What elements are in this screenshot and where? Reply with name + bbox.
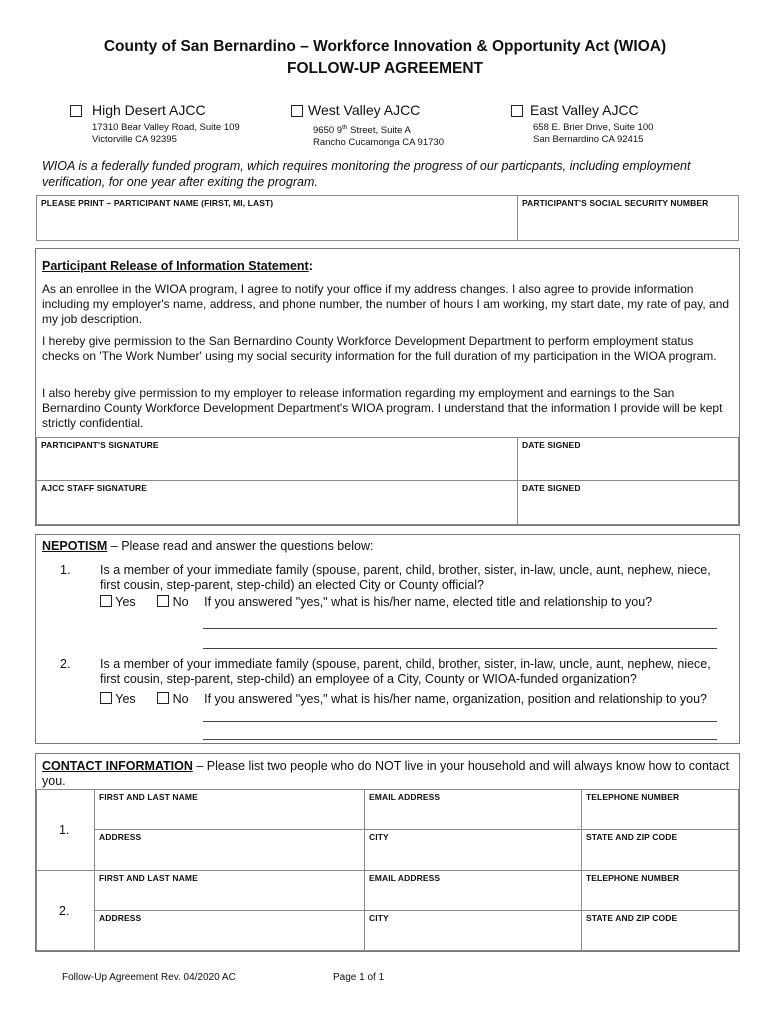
q2-yes-checkbox[interactable]	[100, 692, 112, 704]
office-east-valley	[511, 102, 654, 145]
q1-no-checkbox[interactable]	[157, 595, 169, 607]
west-valley-checkbox[interactable]	[291, 105, 303, 117]
office-address-line2: San Bernardino CA 92415	[533, 134, 644, 145]
question-2-text: Is a member of your immediate family (spouse, parent, child, brother, sister, in-law, uncle, aunt, nephew, niece, first cousin, step-parent, step-child) an employee of a City, County or WIOA-funded organization?	[100, 657, 711, 686]
question-2-answers	[100, 692, 707, 706]
office-address-line2: Victorville CA 92395	[92, 134, 177, 145]
document-subtitle: FOLLOW-UP AGREEMENT	[286, 60, 483, 77]
nepotism-heading: NEPOTISM – Please read and answer the questions below:	[42, 539, 374, 553]
email-label: EMAIL ADDRESS	[369, 873, 441, 883]
contact-2-number-cell	[36, 870, 95, 951]
contact-2-number: 2.	[59, 904, 70, 918]
no-label: No	[172, 595, 189, 609]
question-1-number: 1.	[60, 563, 71, 577]
address-label: ADDRESS	[99, 832, 142, 842]
document-title: County of San Bernardino – Workforce Innovation & Opportunity Act (WIOA)	[103, 38, 667, 55]
footer-revision: Follow-Up Agreement Rev. 04/2020 AC	[62, 972, 236, 983]
office-address	[313, 122, 444, 149]
staff-signature-field[interactable]	[36, 480, 518, 525]
office-name: West Valley AJCC	[308, 102, 421, 118]
date-signed-label: DATE SIGNED	[522, 440, 581, 450]
participant-name-field[interactable]	[36, 195, 518, 241]
ssn-label: PARTICIPANT'S SOCIAL SECURITY NUMBER	[522, 198, 709, 208]
release-paragraph-3: I also hereby give permission to my employer to release information regarding my employment and earnings to the San Bernardino County Workforce Development Department's WIOA program. I understand that the information I provide will be kept strictly confidential.	[42, 386, 723, 430]
contact-2-email-field[interactable]	[364, 870, 582, 911]
state-zip-label: STATE AND ZIP CODE	[586, 832, 678, 842]
first-last-name-label: FIRST AND LAST NAME	[99, 792, 198, 802]
office-address	[533, 122, 653, 146]
office-address-line1: 17310 Bear Valley Road, Suite 109	[92, 122, 240, 133]
office-name: East Valley AJCC	[530, 102, 639, 118]
release-heading: Participant Release of Information Statement:	[42, 259, 313, 273]
q1-yes-checkbox[interactable]	[100, 595, 112, 607]
contact-1-address-field[interactable]	[94, 829, 365, 871]
contact-heading: CONTACT INFORMATION – Please list two people who do NOT live in your household and will always know how to contact you.	[42, 759, 730, 788]
telephone-label: TELEPHONE NUMBER	[586, 792, 680, 802]
office-high-desert	[70, 102, 240, 145]
question-1-answers	[100, 595, 652, 609]
question-1-text: Is a member of your immediate family (spouse, parent, child, brother, sister, in-law, uncle, aunt, nephew, niece, first cousin, step-parent, step-child) an elected City or County official?	[100, 563, 711, 592]
office-address-line2: Rancho Cucamonga CA 91730	[313, 137, 444, 149]
release-paragraph-2: I hereby give permission to the San Bernardino County Workforce Development Department to perform employment status checks on 'The Work Number' using my social security information for the full duration of my participation in the WIOA program.	[42, 334, 717, 363]
office-west-valley	[291, 102, 444, 149]
date-signed-label: DATE SIGNED	[522, 483, 581, 493]
staff-signature-label: AJCC STAFF SIGNATURE	[41, 483, 148, 493]
state-zip-label: STATE AND ZIP CODE	[586, 913, 678, 923]
q2-answer-line-2[interactable]	[203, 739, 717, 740]
contact-2-state-zip-field[interactable]	[581, 910, 739, 951]
no-label: No	[172, 692, 189, 706]
contact-1-number-cell	[36, 789, 95, 871]
contact-2-city-field[interactable]	[364, 910, 582, 951]
high-desert-checkbox[interactable]	[70, 105, 82, 117]
office-address	[92, 122, 240, 146]
participant-signature-field[interactable]	[36, 437, 518, 481]
address-label: ADDRESS	[99, 913, 142, 923]
email-label: EMAIL ADDRESS	[369, 792, 441, 802]
contact-1-number: 1.	[59, 823, 70, 837]
ssn-field[interactable]	[517, 195, 739, 241]
staff-date-signed-field[interactable]	[517, 480, 739, 525]
contact-2-phone-field[interactable]	[581, 870, 739, 911]
q2-no-checkbox[interactable]	[157, 692, 169, 704]
q1-answer-line-1[interactable]	[203, 628, 717, 629]
first-last-name-label: FIRST AND LAST NAME	[99, 873, 198, 883]
office-address-line1: 658 E. Brier Drive, Suite 100	[533, 122, 654, 133]
contact-2-name-field[interactable]	[94, 870, 365, 911]
question-2-number: 2.	[60, 657, 71, 671]
participant-signature-label: PARTICIPANT'S SIGNATURE	[41, 440, 159, 450]
participant-date-signed-field[interactable]	[517, 437, 739, 481]
yes-label: Yes	[115, 595, 136, 609]
intro-text: WIOA is a federally funded program, which requires monitoring the progress of our particpants, including employment verification, for one year after exiting the program.	[42, 159, 691, 189]
question-1-followup: If you answered "yes," what is his/her name, elected title and relationship to you?	[204, 595, 653, 609]
east-valley-checkbox[interactable]	[511, 105, 523, 117]
contact-1-email-field[interactable]	[364, 789, 582, 830]
contact-1-name-field[interactable]	[94, 789, 365, 830]
contact-2-address-field[interactable]	[94, 910, 365, 951]
office-address-line1: 9650 9th Street, Suite A	[313, 124, 411, 137]
office-name: High Desert AJCC	[92, 102, 206, 118]
telephone-label: TELEPHONE NUMBER	[586, 873, 680, 883]
question-2-followup: If you answered "yes," what is his/her name, organization, position and relationship to you?	[204, 692, 708, 706]
footer-page-number: Page 1 of 1	[333, 972, 385, 983]
contact-1-city-field[interactable]	[364, 829, 582, 871]
q2-answer-line-1[interactable]	[203, 721, 717, 722]
yes-label: Yes	[115, 692, 136, 706]
q1-answer-line-2[interactable]	[203, 648, 717, 649]
city-label: CITY	[369, 832, 389, 842]
release-paragraph-1: As an enrollee in the WIOA program, I agree to notify your office if my address changes. I also agree to provide information including my employer's name, address, and phone number, the number of hours I am working, my start date, my rate of pay, and my job description.	[42, 282, 730, 326]
contact-1-state-zip-field[interactable]	[581, 829, 739, 871]
city-label: CITY	[369, 913, 389, 923]
participant-name-label: PLEASE PRINT – PARTICIPANT NAME (FIRST, MI, LAST)	[41, 198, 274, 208]
contact-1-phone-field[interactable]	[581, 789, 739, 830]
